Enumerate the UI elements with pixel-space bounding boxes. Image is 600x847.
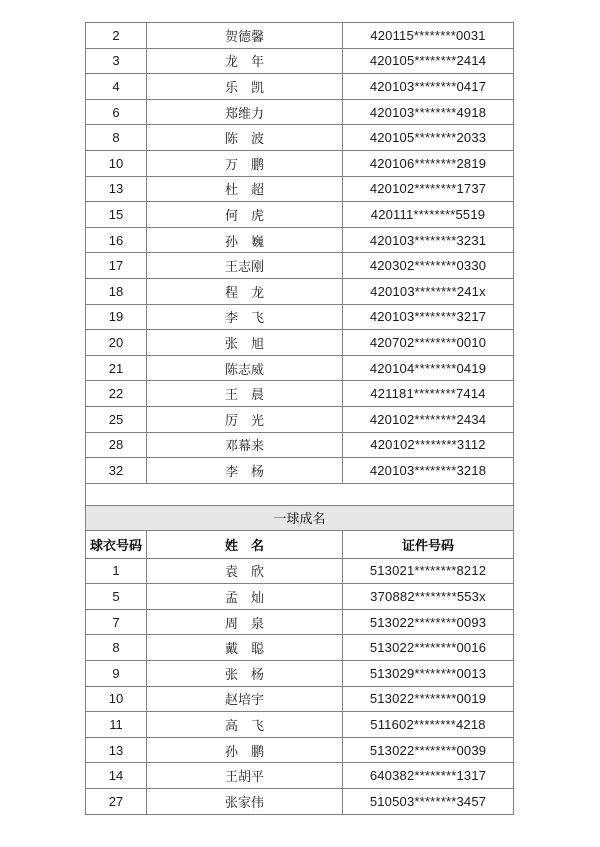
player-name-cell: 王 晨 (147, 381, 343, 407)
player-name-cell: 邓幕来 (147, 432, 343, 458)
player-name-cell: 赵培宇 (147, 686, 343, 712)
table-row (86, 355, 514, 381)
player-name-cell: 李 飞 (147, 304, 343, 330)
table-row (86, 789, 514, 815)
table-row (86, 99, 514, 125)
player-name-cell: 高 飞 (147, 712, 343, 738)
player-name-cell: 孙 巍 (147, 227, 343, 253)
id-number-cell: 420103********3231 (343, 227, 514, 253)
table-row (86, 304, 514, 330)
table-row (86, 432, 514, 458)
player-name-cell: 陈 波 (147, 125, 343, 151)
roster-table-team-head (86, 505, 514, 558)
jersey-number-cell: 13 (86, 176, 147, 202)
id-number-cell: 420105********2414 (343, 48, 514, 74)
id-number-cell: 420103********0417 (343, 74, 514, 100)
player-name-cell: 孙 鹏 (147, 737, 343, 763)
player-name-cell: 张家伟 (147, 789, 343, 815)
table-row (86, 150, 514, 176)
id-number-cell: 420102********1737 (343, 176, 514, 202)
jersey-number-cell: 16 (86, 227, 147, 253)
id-number-cell: 640382********1317 (343, 763, 514, 789)
id-number-cell: 420115********0031 (343, 23, 514, 49)
player-name-cell: 张 杨 (147, 661, 343, 687)
id-number-cell: 420103********241x (343, 278, 514, 304)
table-row (86, 763, 514, 789)
table-row (86, 406, 514, 432)
jersey-number-cell: 28 (86, 432, 147, 458)
player-name-cell: 戴 聪 (147, 635, 343, 661)
id-number-cell: 513022********0093 (343, 609, 514, 635)
id-number-cell: 510503********3457 (343, 789, 514, 815)
player-name-cell: 龙 年 (147, 48, 343, 74)
roster-table-team (85, 505, 514, 815)
jersey-number-cell: 14 (86, 763, 147, 789)
roster-document (85, 22, 514, 815)
table-row (86, 23, 514, 49)
table-row (86, 712, 514, 738)
player-name-cell: 陈志威 (147, 355, 343, 381)
jersey-number-cell: 5 (86, 584, 147, 610)
table-row (86, 661, 514, 687)
player-name-cell: 李 杨 (147, 458, 343, 484)
jersey-number-cell: 11 (86, 712, 147, 738)
table-row (86, 330, 514, 356)
player-name-cell: 乐 凯 (147, 74, 343, 100)
id-number-cell: 420103********3217 (343, 304, 514, 330)
jersey-number-cell: 18 (86, 278, 147, 304)
jersey-number-cell: 13 (86, 737, 147, 763)
table-row (86, 609, 514, 635)
jersey-number-cell: 1 (86, 558, 147, 584)
table-row (86, 48, 514, 74)
jersey-number-cell: 19 (86, 304, 147, 330)
player-name-cell: 孟 灿 (147, 584, 343, 610)
jersey-number-cell: 32 (86, 458, 147, 484)
id-number-cell: 513022********0016 (343, 635, 514, 661)
player-name-cell: 周 泉 (147, 609, 343, 635)
jersey-number-cell: 27 (86, 789, 147, 815)
table-row (86, 74, 514, 100)
id-number-cell: 513021********8212 (343, 558, 514, 584)
id-number-cell: 420702********0010 (343, 330, 514, 356)
id-number-cell: 420103********4918 (343, 99, 514, 125)
jersey-number-cell: 9 (86, 661, 147, 687)
column-header-jersey-number: 球衣号码 (86, 530, 147, 558)
roster-table-continued-body (86, 23, 514, 484)
id-number-cell: 420105********2033 (343, 125, 514, 151)
id-number-cell: 420103********3218 (343, 458, 514, 484)
id-number-cell: 513022********0039 (343, 737, 514, 763)
player-name-cell: 万 鹏 (147, 150, 343, 176)
player-name-cell: 王志刚 (147, 253, 343, 279)
player-name-cell: 郑维力 (147, 99, 343, 125)
jersey-number-cell: 22 (86, 381, 147, 407)
id-number-cell: 420106********2819 (343, 150, 514, 176)
id-number-cell: 420102********3112 (343, 432, 514, 458)
table-row (86, 686, 514, 712)
id-number-cell: 421181********7414 (343, 381, 514, 407)
player-name-cell: 厉 光 (147, 406, 343, 432)
table-row (86, 458, 514, 484)
player-name-cell: 程 龙 (147, 278, 343, 304)
table-row (86, 227, 514, 253)
player-name-cell: 袁 欣 (147, 558, 343, 584)
id-number-cell: 370882********553x (343, 584, 514, 610)
jersey-number-cell: 7 (86, 609, 147, 635)
table-row (86, 125, 514, 151)
jersey-number-cell: 8 (86, 635, 147, 661)
team-name-header: 一球成名 (86, 505, 514, 530)
player-name-cell: 贺德馨 (147, 23, 343, 49)
jersey-number-cell: 4 (86, 74, 147, 100)
table-row (86, 381, 514, 407)
table-row (86, 558, 514, 584)
jersey-number-cell: 21 (86, 355, 147, 381)
roster-table-continued (85, 22, 514, 484)
player-name-cell: 何 虎 (147, 202, 343, 228)
jersey-number-cell: 3 (86, 48, 147, 74)
player-name-cell: 杜 超 (147, 176, 343, 202)
id-number-cell: 513022********0019 (343, 686, 514, 712)
jersey-number-cell: 2 (86, 23, 147, 49)
id-number-cell: 420302********0330 (343, 253, 514, 279)
id-number-cell: 511602********4218 (343, 712, 514, 738)
table-row (86, 253, 514, 279)
id-number-cell: 420111********5519 (343, 202, 514, 228)
table-row (86, 635, 514, 661)
team-name-row (86, 505, 514, 530)
jersey-number-cell: 6 (86, 99, 147, 125)
id-number-cell: 420102********2434 (343, 406, 514, 432)
player-name-cell: 张 旭 (147, 330, 343, 356)
jersey-number-cell: 20 (86, 330, 147, 356)
column-header-name: 姓 名 (147, 530, 343, 558)
jersey-number-cell: 25 (86, 406, 147, 432)
column-header-id-number: 证件号码 (343, 530, 514, 558)
column-header-row (86, 530, 514, 558)
player-name-cell: 王胡平 (147, 763, 343, 789)
id-number-cell: 420104********0419 (343, 355, 514, 381)
table-row (86, 278, 514, 304)
roster-table-team-body (86, 558, 514, 814)
table-row (86, 737, 514, 763)
jersey-number-cell: 15 (86, 202, 147, 228)
jersey-number-cell: 8 (86, 125, 147, 151)
jersey-number-cell: 10 (86, 150, 147, 176)
jersey-number-cell: 17 (86, 253, 147, 279)
id-number-cell: 513029********0013 (343, 661, 514, 687)
table-row (86, 176, 514, 202)
table-row (86, 584, 514, 610)
jersey-number-cell: 10 (86, 686, 147, 712)
table-gap-row (85, 484, 514, 505)
table-row (86, 202, 514, 228)
